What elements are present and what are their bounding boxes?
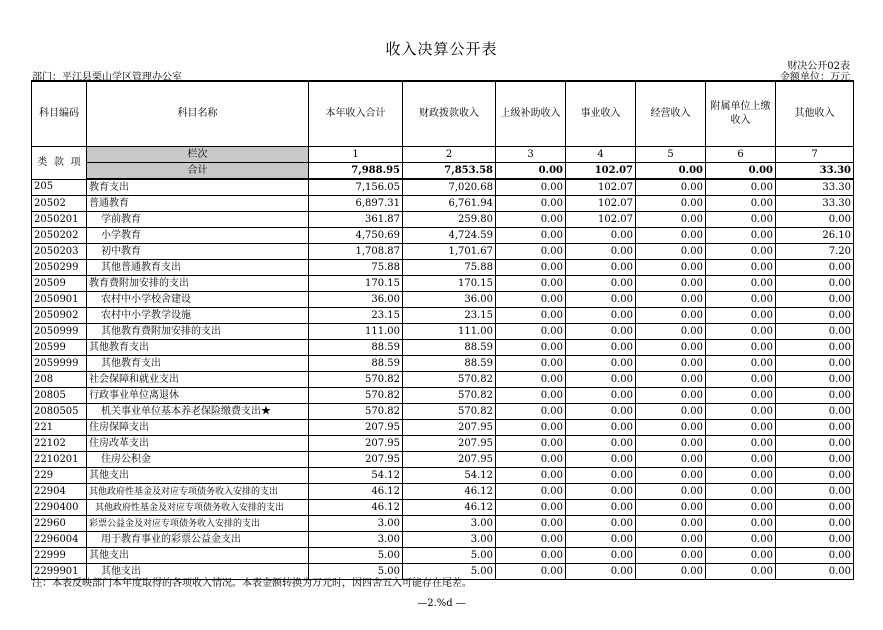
row-code: 2050203 bbox=[32, 244, 87, 260]
row-value: 0.00 bbox=[706, 436, 776, 452]
row-value: 0.00 bbox=[566, 484, 636, 500]
row-value: 88.59 bbox=[403, 340, 496, 356]
row-value: 0.00 bbox=[636, 244, 706, 260]
row-value: 0.00 bbox=[776, 516, 854, 532]
row-value: 0.00 bbox=[636, 292, 706, 308]
row-value: 207.95 bbox=[403, 420, 496, 436]
col-index: 3 bbox=[496, 147, 566, 163]
row-value: 0.00 bbox=[776, 340, 854, 356]
row-code: 22999 bbox=[32, 548, 87, 564]
row-value: 0.00 bbox=[566, 308, 636, 324]
row-value: 33.30 bbox=[776, 179, 854, 196]
row-code: 2290400 bbox=[32, 500, 87, 516]
row-value: 0.00 bbox=[496, 388, 566, 404]
row-value: 0.00 bbox=[636, 260, 706, 276]
row-value: 0.00 bbox=[706, 196, 776, 212]
row-name: 用于教育事业的彩票公益金支出 bbox=[87, 532, 309, 548]
row-value: 570.82 bbox=[403, 404, 496, 420]
row-value: 170.15 bbox=[403, 276, 496, 292]
row-value: 570.82 bbox=[309, 388, 403, 404]
table-row bbox=[32, 260, 854, 276]
col-index: 7 bbox=[776, 147, 854, 163]
table-row bbox=[32, 388, 854, 404]
row-value: 75.88 bbox=[309, 260, 403, 276]
row-value: 0.00 bbox=[496, 484, 566, 500]
row-value: 0.00 bbox=[776, 436, 854, 452]
row-value: 0.00 bbox=[636, 340, 706, 356]
row-name: 行政事业单位离退休 bbox=[87, 388, 309, 404]
row-value: 0.00 bbox=[566, 516, 636, 532]
row-code: 2050902 bbox=[32, 308, 87, 324]
row-value: 0.00 bbox=[776, 276, 854, 292]
row-value: 7.20 bbox=[776, 244, 854, 260]
row-value: 0.00 bbox=[706, 340, 776, 356]
row-value: 0.00 bbox=[496, 372, 566, 388]
row-name: 学前教育 bbox=[87, 212, 309, 228]
row-value: 0.00 bbox=[566, 276, 636, 292]
row-value: 0.00 bbox=[706, 516, 776, 532]
row-value: 0.00 bbox=[776, 292, 854, 308]
header-business-income: 事业收入 bbox=[566, 81, 636, 147]
row-value: 0.00 bbox=[706, 420, 776, 436]
row-name: 教育支出 bbox=[87, 179, 309, 196]
row-value: 0.00 bbox=[496, 356, 566, 372]
row-value: 0.00 bbox=[566, 228, 636, 244]
row-value: 4,750.69 bbox=[309, 228, 403, 244]
row-value: 0.00 bbox=[706, 228, 776, 244]
row-value: 0.00 bbox=[706, 468, 776, 484]
row-name: 其他政府性基金及对应专项债务收入安排的支出 bbox=[87, 500, 309, 516]
row-value: 111.00 bbox=[403, 324, 496, 340]
row-value: 0.00 bbox=[706, 212, 776, 228]
row-code: 22960 bbox=[32, 516, 87, 532]
row-value: 33.30 bbox=[776, 196, 854, 212]
total-value: 102.07 bbox=[566, 163, 636, 180]
row-value: 0.00 bbox=[776, 548, 854, 564]
row-value: 0.00 bbox=[496, 420, 566, 436]
row-code: 229 bbox=[32, 468, 87, 484]
header-fiscal-income: 财政拨款收入 bbox=[403, 81, 496, 147]
row-value: 570.82 bbox=[309, 372, 403, 388]
row-code: 2059999 bbox=[32, 356, 87, 372]
row-value: 6,897.31 bbox=[309, 196, 403, 212]
row-code: 2050901 bbox=[32, 292, 87, 308]
row-value: 3.00 bbox=[403, 532, 496, 548]
row-code: 2210201 bbox=[32, 452, 87, 468]
row-value: 570.82 bbox=[403, 388, 496, 404]
row-value: 0.00 bbox=[636, 228, 706, 244]
income-table bbox=[31, 80, 854, 580]
row-code: 2080505 bbox=[32, 404, 87, 420]
row-value: 88.59 bbox=[403, 356, 496, 372]
code-subheader bbox=[32, 147, 87, 180]
page-title: 收入决算公开表 bbox=[385, 40, 498, 58]
table-row bbox=[32, 500, 854, 516]
total-label: 合计 bbox=[87, 163, 309, 180]
row-value: 0.00 bbox=[636, 452, 706, 468]
row-value: 102.07 bbox=[566, 179, 636, 196]
row-value: 102.07 bbox=[566, 212, 636, 228]
row-value: 0.00 bbox=[496, 228, 566, 244]
row-code: 2299901 bbox=[32, 564, 87, 580]
row-value: 0.00 bbox=[776, 468, 854, 484]
row-value: 0.00 bbox=[636, 404, 706, 420]
row-value: 46.12 bbox=[309, 500, 403, 516]
row-value: 170.15 bbox=[309, 276, 403, 292]
row-value: 54.12 bbox=[403, 468, 496, 484]
row-name: 机关事业单位基本养老保险缴费支出★ bbox=[87, 404, 309, 420]
header-name: 科目名称 bbox=[87, 81, 309, 147]
row-value: 0.00 bbox=[776, 308, 854, 324]
row-value: 1,708.87 bbox=[309, 244, 403, 260]
row-value: 0.00 bbox=[566, 532, 636, 548]
row-value: 3.00 bbox=[309, 532, 403, 548]
row-value: 0.00 bbox=[776, 500, 854, 516]
lanci-label: 栏次 bbox=[87, 147, 309, 163]
row-value: 0.00 bbox=[706, 532, 776, 548]
row-code: 20502 bbox=[32, 196, 87, 212]
row-value: 0.00 bbox=[496, 292, 566, 308]
row-value: 0.00 bbox=[566, 292, 636, 308]
row-value: 0.00 bbox=[636, 516, 706, 532]
row-value: 0.00 bbox=[566, 404, 636, 420]
row-value: 36.00 bbox=[309, 292, 403, 308]
row-name: 教育费附加安排的支出 bbox=[87, 276, 309, 292]
table-row bbox=[32, 468, 854, 484]
row-value: 570.82 bbox=[403, 372, 496, 388]
table-row bbox=[32, 356, 854, 372]
row-code: 2296004 bbox=[32, 532, 87, 548]
row-value: 0.00 bbox=[706, 276, 776, 292]
row-value: 46.12 bbox=[403, 500, 496, 516]
row-value: 75.88 bbox=[403, 260, 496, 276]
row-value: 7,020.68 bbox=[403, 179, 496, 196]
header-superior-subsidy: 上级补助收入 bbox=[496, 81, 566, 147]
row-code: 2050999 bbox=[32, 324, 87, 340]
row-value: 0.00 bbox=[776, 484, 854, 500]
row-value: 0.00 bbox=[636, 500, 706, 516]
row-name: 初中教育 bbox=[87, 244, 309, 260]
row-value: 36.00 bbox=[403, 292, 496, 308]
row-value: 0.00 bbox=[636, 564, 706, 580]
row-value: 5.00 bbox=[403, 548, 496, 564]
row-value: 0.00 bbox=[636, 548, 706, 564]
row-name: 住房公积金 bbox=[87, 452, 309, 468]
row-value: 54.12 bbox=[309, 468, 403, 484]
row-name: 其他政府性基金及对应专项债务收入安排的支出 bbox=[87, 484, 309, 500]
row-value: 0.00 bbox=[496, 468, 566, 484]
row-value: 0.00 bbox=[496, 340, 566, 356]
row-code: 2050202 bbox=[32, 228, 87, 244]
row-value: 0.00 bbox=[706, 308, 776, 324]
row-value: 0.00 bbox=[776, 260, 854, 276]
row-value: 0.00 bbox=[566, 356, 636, 372]
row-value: 0.00 bbox=[566, 340, 636, 356]
row-value: 0.00 bbox=[496, 260, 566, 276]
row-name: 小学教育 bbox=[87, 228, 309, 244]
row-name: 其他支出 bbox=[87, 564, 309, 580]
row-code: 208 bbox=[32, 372, 87, 388]
row-name: 农村中小学校舍建设 bbox=[87, 292, 309, 308]
row-value: 0.00 bbox=[496, 516, 566, 532]
row-value: 0.00 bbox=[496, 196, 566, 212]
total-row bbox=[32, 163, 854, 180]
table-row bbox=[32, 484, 854, 500]
row-value: 0.00 bbox=[566, 564, 636, 580]
row-name: 其他支出 bbox=[87, 468, 309, 484]
table-row bbox=[32, 212, 854, 228]
row-name: 其他支出 bbox=[87, 548, 309, 564]
row-value: 0.00 bbox=[636, 324, 706, 340]
row-value: 0.00 bbox=[566, 244, 636, 260]
row-value: 23.15 bbox=[403, 308, 496, 324]
row-name: 其他普通教育支出 bbox=[87, 260, 309, 276]
row-value: 0.00 bbox=[706, 484, 776, 500]
amount-unit-label: 金额单位：万元 bbox=[780, 72, 850, 83]
row-value: 5.00 bbox=[309, 548, 403, 564]
row-value: 0.00 bbox=[636, 420, 706, 436]
col-index: 4 bbox=[566, 147, 636, 163]
row-value: 3.00 bbox=[403, 516, 496, 532]
table-row bbox=[32, 532, 854, 548]
row-value: 0.00 bbox=[776, 356, 854, 372]
row-value: 46.12 bbox=[403, 484, 496, 500]
table-row bbox=[32, 196, 854, 212]
table-row bbox=[32, 404, 854, 420]
total-value: 7,853.58 bbox=[403, 163, 496, 180]
row-value: 1,701.67 bbox=[403, 244, 496, 260]
row-value: 0.00 bbox=[566, 372, 636, 388]
row-name: 普通教育 bbox=[87, 196, 309, 212]
table-row bbox=[32, 179, 854, 196]
row-value: 0.00 bbox=[566, 452, 636, 468]
row-value: 0.00 bbox=[496, 244, 566, 260]
row-code: 2050201 bbox=[32, 212, 87, 228]
row-value: 4,724.59 bbox=[403, 228, 496, 244]
table-row bbox=[32, 292, 854, 308]
row-value: 0.00 bbox=[706, 260, 776, 276]
row-value: 0.00 bbox=[496, 404, 566, 420]
sub-kuan: 款 bbox=[53, 156, 64, 168]
table-row bbox=[32, 516, 854, 532]
table-row bbox=[32, 548, 854, 564]
row-value: 0.00 bbox=[496, 436, 566, 452]
row-value: 207.95 bbox=[309, 436, 403, 452]
row-value: 0.00 bbox=[636, 436, 706, 452]
sub-lei: 类 bbox=[37, 156, 48, 168]
header-operating-income: 经营收入 bbox=[636, 81, 706, 147]
row-value: 88.59 bbox=[309, 340, 403, 356]
row-value: 5.00 bbox=[309, 564, 403, 580]
row-name: 其他教育费附加安排的支出 bbox=[87, 324, 309, 340]
total-value: 0.00 bbox=[496, 163, 566, 180]
row-name: 住房保障支出 bbox=[87, 420, 309, 436]
row-value: 0.00 bbox=[776, 564, 854, 580]
row-value: 207.95 bbox=[309, 420, 403, 436]
row-value: 23.15 bbox=[309, 308, 403, 324]
row-value: 6,761.94 bbox=[403, 196, 496, 212]
row-name: 社会保障和就业支出 bbox=[87, 372, 309, 388]
row-code: 20509 bbox=[32, 276, 87, 292]
row-value: 0.00 bbox=[496, 324, 566, 340]
row-code: 22102 bbox=[32, 436, 87, 452]
row-value: 0.00 bbox=[706, 548, 776, 564]
row-value: 0.00 bbox=[776, 532, 854, 548]
page-number: —2.%d — bbox=[417, 598, 466, 609]
row-value: 5.00 bbox=[403, 564, 496, 580]
total-value: 33.30 bbox=[776, 163, 854, 180]
row-value: 0.00 bbox=[566, 436, 636, 452]
row-value: 88.59 bbox=[309, 356, 403, 372]
row-value: 0.00 bbox=[706, 356, 776, 372]
row-value: 0.00 bbox=[496, 212, 566, 228]
form-number: 财决公开02表 bbox=[787, 61, 850, 72]
row-value: 0.00 bbox=[776, 212, 854, 228]
row-value: 0.00 bbox=[776, 404, 854, 420]
row-name: 农村中小学教学设施 bbox=[87, 308, 309, 324]
row-value: 0.00 bbox=[776, 388, 854, 404]
table-row bbox=[32, 324, 854, 340]
row-value: 0.00 bbox=[496, 564, 566, 580]
row-value: 0.00 bbox=[706, 244, 776, 260]
col-index: 6 bbox=[706, 147, 776, 163]
row-code: 20805 bbox=[32, 388, 87, 404]
row-value: 0.00 bbox=[706, 452, 776, 468]
sub-xiang: 项 bbox=[70, 156, 81, 168]
row-value: 0.00 bbox=[566, 324, 636, 340]
row-value: 0.00 bbox=[496, 276, 566, 292]
row-value: 0.00 bbox=[566, 468, 636, 484]
row-value: 0.00 bbox=[566, 548, 636, 564]
row-value: 0.00 bbox=[636, 308, 706, 324]
department-label: 部门：平江县栗山学区管理办公室 bbox=[32, 72, 182, 83]
row-value: 0.00 bbox=[706, 404, 776, 420]
row-value: 3.00 bbox=[309, 516, 403, 532]
row-value: 0.00 bbox=[706, 292, 776, 308]
row-value: 0.00 bbox=[706, 179, 776, 196]
row-value: 0.00 bbox=[496, 308, 566, 324]
row-name: 其他教育支出 bbox=[87, 356, 309, 372]
row-value: 0.00 bbox=[776, 452, 854, 468]
row-value: 0.00 bbox=[496, 532, 566, 548]
row-value: 0.00 bbox=[706, 564, 776, 580]
row-value: 7,156.05 bbox=[309, 179, 403, 196]
row-value: 0.00 bbox=[776, 420, 854, 436]
row-name: 住房改革支出 bbox=[87, 436, 309, 452]
row-value: 0.00 bbox=[496, 500, 566, 516]
row-value: 0.00 bbox=[776, 324, 854, 340]
table-row bbox=[32, 340, 854, 356]
row-value: 111.00 bbox=[309, 324, 403, 340]
table-row bbox=[32, 276, 854, 292]
total-value: 7,988.95 bbox=[309, 163, 403, 180]
table-row bbox=[32, 372, 854, 388]
row-value: 0.00 bbox=[566, 388, 636, 404]
row-value: 0.00 bbox=[706, 372, 776, 388]
row-value: 0.00 bbox=[636, 372, 706, 388]
row-value: 0.00 bbox=[636, 484, 706, 500]
total-value: 0.00 bbox=[636, 163, 706, 180]
col-index: 1 bbox=[309, 147, 403, 163]
table-row bbox=[32, 228, 854, 244]
row-code: 2050299 bbox=[32, 260, 87, 276]
row-value: 0.00 bbox=[566, 500, 636, 516]
row-name: 其他教育支出 bbox=[87, 340, 309, 356]
row-value: 0.00 bbox=[706, 388, 776, 404]
row-value: 0.00 bbox=[706, 500, 776, 516]
header-other-income: 其他收入 bbox=[776, 81, 854, 147]
table-row bbox=[32, 436, 854, 452]
row-value: 0.00 bbox=[636, 212, 706, 228]
col-index: 2 bbox=[403, 147, 496, 163]
table-row bbox=[32, 244, 854, 260]
row-value: 361.87 bbox=[309, 212, 403, 228]
row-value: 0.00 bbox=[636, 388, 706, 404]
row-value: 0.00 bbox=[636, 468, 706, 484]
row-value: 0.00 bbox=[636, 276, 706, 292]
row-value: 102.07 bbox=[566, 196, 636, 212]
row-value: 0.00 bbox=[636, 532, 706, 548]
row-value: 570.82 bbox=[309, 404, 403, 420]
row-value: 0.00 bbox=[636, 179, 706, 196]
header-code: 科目编码 bbox=[32, 81, 87, 147]
table-row bbox=[32, 308, 854, 324]
row-value: 26.10 bbox=[776, 228, 854, 244]
row-value: 259.80 bbox=[403, 212, 496, 228]
row-value: 0.00 bbox=[776, 372, 854, 388]
col-index: 5 bbox=[636, 147, 706, 163]
total-value: 0.00 bbox=[706, 163, 776, 180]
row-code: 205 bbox=[32, 179, 87, 196]
row-value: 207.95 bbox=[309, 452, 403, 468]
row-value: 0.00 bbox=[566, 420, 636, 436]
row-value: 0.00 bbox=[706, 324, 776, 340]
row-value: 46.12 bbox=[309, 484, 403, 500]
row-value: 0.00 bbox=[566, 260, 636, 276]
row-value: 207.95 bbox=[403, 452, 496, 468]
row-value: 207.95 bbox=[403, 436, 496, 452]
table-row bbox=[32, 452, 854, 468]
table-row bbox=[32, 420, 854, 436]
row-name: 彩票公益金及对应专项债务收入安排的支出 bbox=[87, 516, 309, 532]
row-value: 0.00 bbox=[636, 356, 706, 372]
row-value: 0.00 bbox=[636, 196, 706, 212]
row-value: 0.00 bbox=[496, 179, 566, 196]
row-value: 0.00 bbox=[496, 452, 566, 468]
row-code: 221 bbox=[32, 420, 87, 436]
row-value: 0.00 bbox=[496, 548, 566, 564]
footnote: 注：本表反映部门本年度取得的各项收入情况。本表金额转换为万元时，因四舍五入可能存在尾差。 bbox=[32, 578, 472, 589]
row-code: 22904 bbox=[32, 484, 87, 500]
header-affiliated-income: 附属单位上缴收入 bbox=[706, 81, 776, 147]
header-total-income: 本年收入合计 bbox=[309, 81, 403, 147]
row-code: 20599 bbox=[32, 340, 87, 356]
